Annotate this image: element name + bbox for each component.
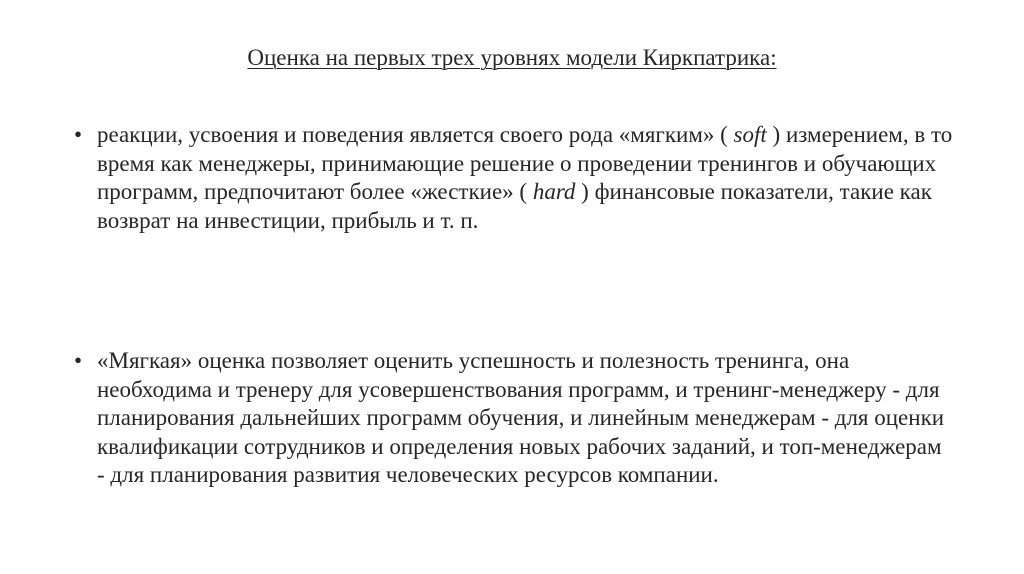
bullet-text-part: реакции, усвоения и поведения является своего рода «мягким» ( [97, 122, 734, 147]
bullet-text-part: ) финансовые показатели, такие как возврат на инвестиции, прибыль и т. п. [97, 179, 932, 233]
bullet-item-soft-evaluation [74, 347, 954, 490]
bullet-icon: • [74, 348, 83, 373]
bullet-icon: • [74, 122, 83, 147]
bullet-text-italic-hard: hard [532, 179, 576, 204]
bullet-text-part: ) измерением, в то время как менеджеры, принимающие решение о проведении тренингов и обучающих программ, предпочитают более «жесткие» ( [97, 122, 953, 204]
bullet-text [97, 121, 954, 235]
bullet-text: «Мягкая» оценка позволяет оценить успешность и полезность тренинга, она необходима и тренеру для усовершенствования программ, и тренинг-менеджеру - для планирования дальнейших программ обучения, и линейным менеджерам - для оценки квалификации сотрудников и определения новых рабочих заданий, и топ-менеджерам - для планирования развития человеческих ресурсов компании. [97, 348, 945, 487]
slide-title: Оценка на первых трех уровнях модели Киркпатрика: [247, 45, 777, 70]
bullet-item-soft-measurement [74, 121, 954, 235]
bullet-text-italic-soft: soft [733, 122, 767, 147]
